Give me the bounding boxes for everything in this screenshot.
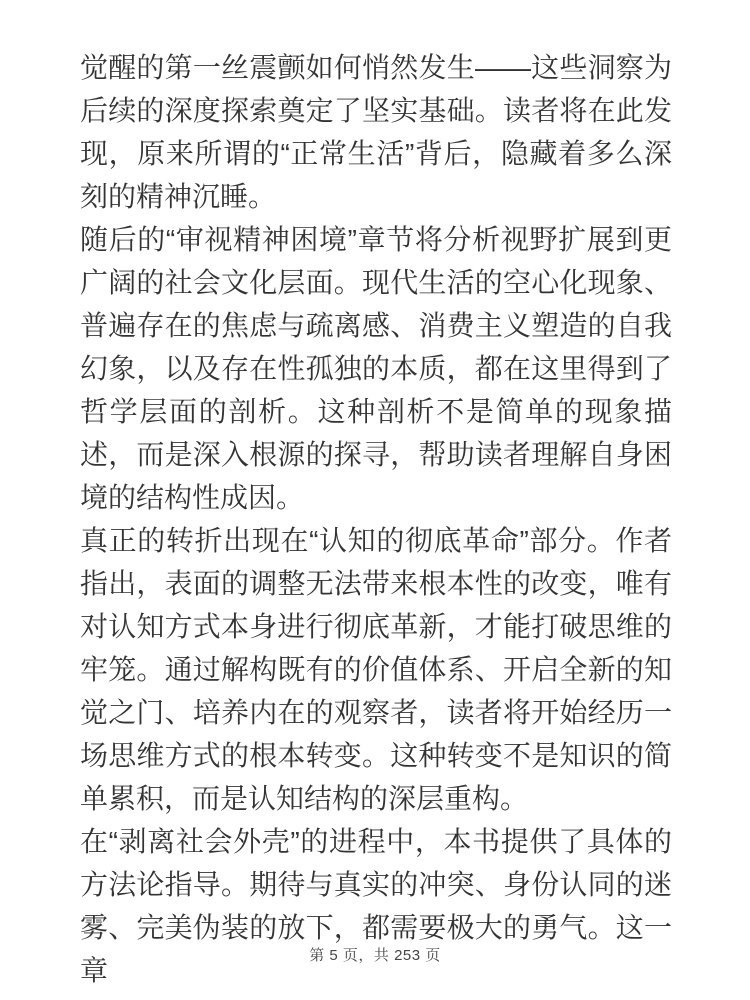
page-indicator: 第 5 页，共 253 页: [309, 947, 441, 964]
paragraph: 觉醒的第一丝震颤如何悄然发生——这些洞察为后续的深度探索奠定了坚实基础。读者将在此发现，原来所谓的“正常生活”背后，隐藏着多么深刻的精神沉睡。: [80, 52, 672, 212]
paragraph: 在“剥离社会外壳”的进程中，本书提供了具体的方法论指导。期待与真实的冲突、身份认同的迷雾、完美伪装的放下，都需要极大的勇气。这一章: [80, 826, 672, 986]
paragraph: 真正的转折出现在“认知的彻底革命”部分。作者指出，表面的调整无法带来根本性的改变，唯有对认知方式本身进行彻底革新，才能打破思维的牢笼。通过解构既有的价值体系、开启全新的知觉之门、培养内在的观察者，读者将开始经历一场思维方式的根本转变。这种转变不是知识的简单累积，而是认知结构的深层重构。: [80, 525, 672, 814]
paragraph: 随后的“审视精神困境”章节将分析视野扩展到更广阔的社会文化层面。现代生活的空心化现象、普遍存在的焦虑与疏离感、消费主义塑造的自我幻象，以及存在性孤独的本质，都在这里得到了哲学层面的剖析。这种剖析不是简单的现象描述，而是深入根源的探寻，帮助读者理解自身困境的结构性成因。: [80, 224, 672, 513]
document-body: [80, 46, 672, 992]
page-footer: [0, 944, 750, 965]
